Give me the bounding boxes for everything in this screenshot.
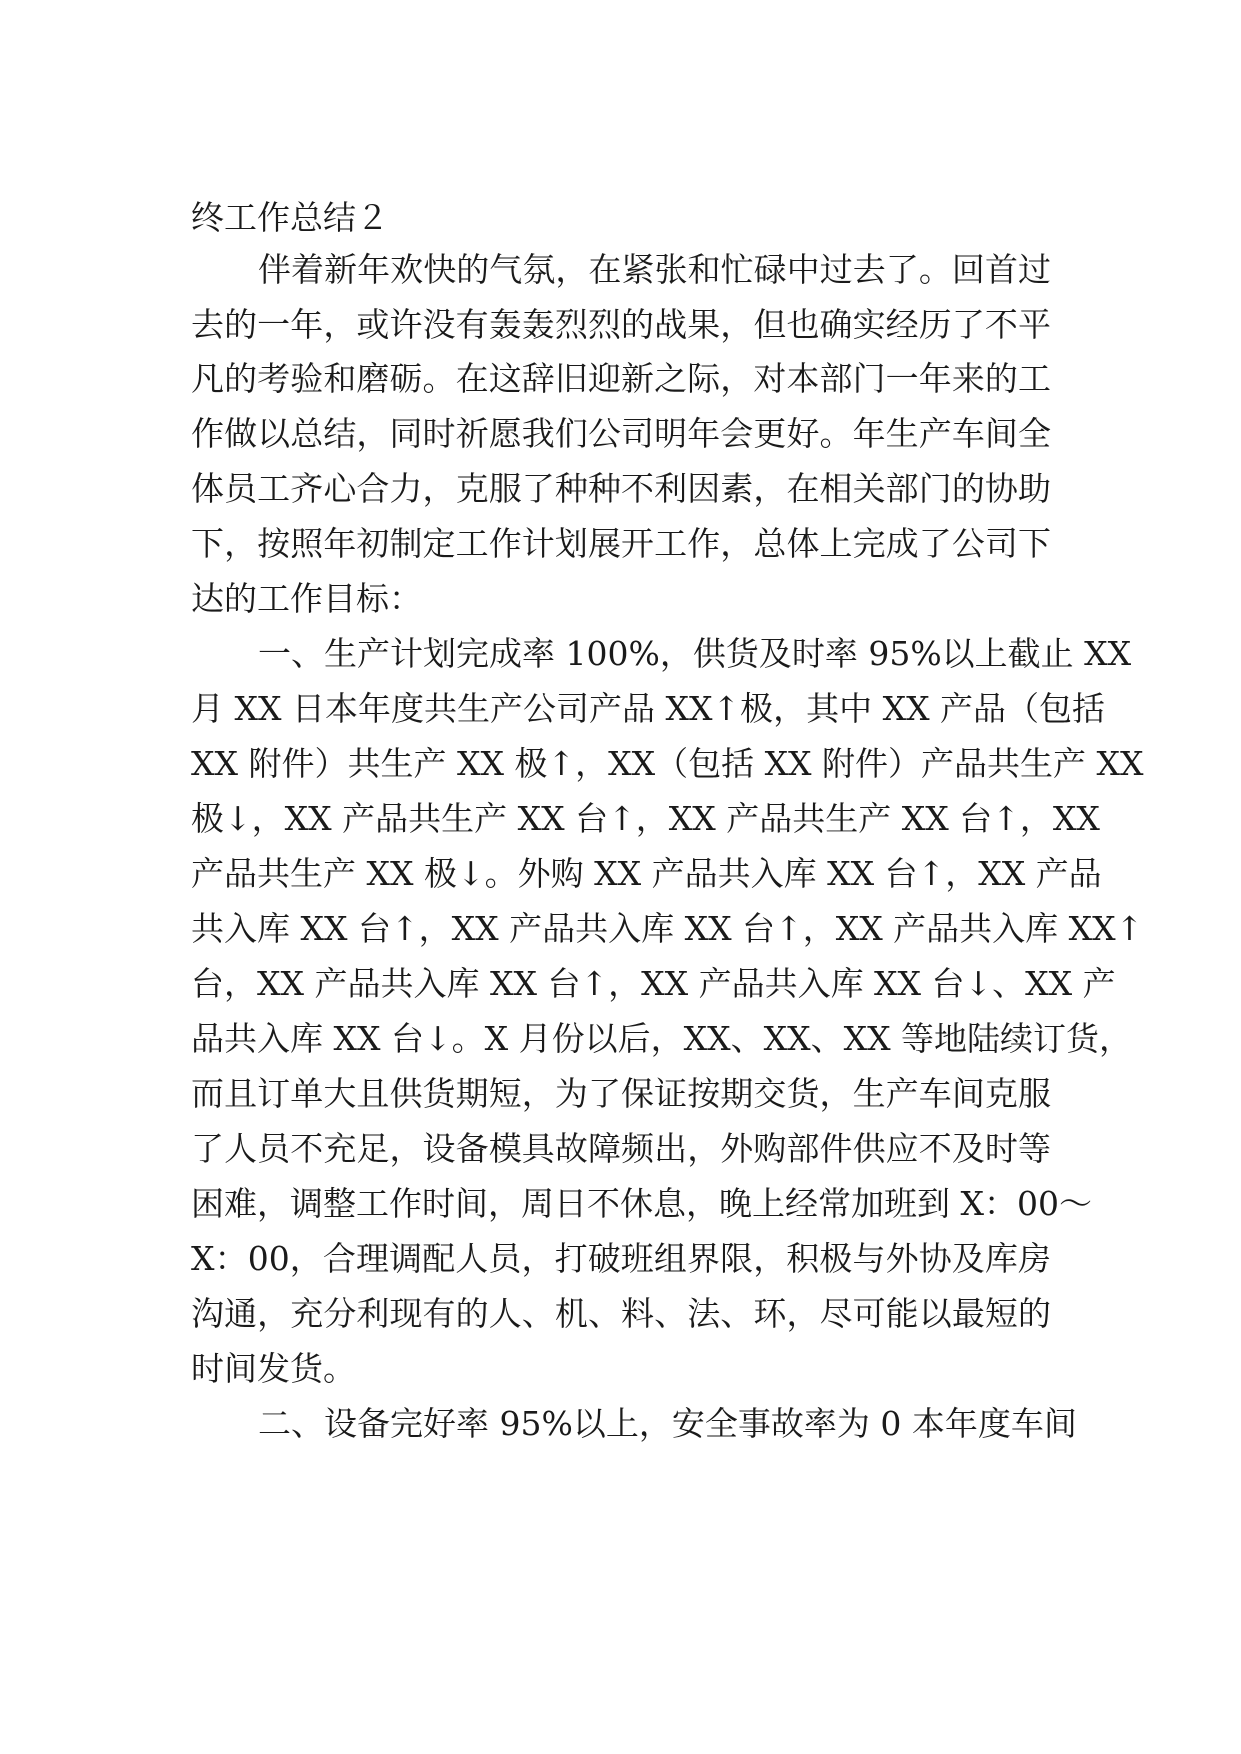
paragraph-line: 二、设备完好率 95%以上，安全事故率为 0 本年度车间 (258, 1404, 1077, 1443)
paragraph-line: X：00，合理调配人员，打破班组界限，积极与外协及库房 (191, 1239, 1051, 1278)
paragraph-line: 体员工齐心合力，克服了种种不利因素，在相关部门的协助 (191, 469, 1051, 508)
paragraph-line: 凡的考验和磨砺。在这辞旧迎新之际，对本部门一年来的工 (191, 359, 1051, 398)
paragraph-line: 时间发货。 (191, 1349, 356, 1388)
document-heading: 终工作总结２ (191, 198, 389, 237)
paragraph-line: 品共入库 XX 台↓。X 月份以后，XX、XX、XX 等地陆续订货， (191, 1019, 1133, 1058)
paragraph-line: 作做以总结，同时祈愿我们公司明年会更好。年生产车间全 (191, 414, 1051, 453)
paragraph-line: 一、生产计划完成率 100%，供货及时率 95%以上截止 XX (258, 634, 1132, 673)
paragraph-line: 产品共生产 XX 极↓。外购 XX 产品共入库 XX 台↑，XX 产品 (191, 854, 1102, 893)
paragraph-line: 下，按照年初制定工作计划展开工作，总体上完成了公司下 (191, 524, 1051, 563)
paragraph-line: 极↓，XX 产品共生产 XX 台↑，XX 产品共生产 XX 台↑，XX (191, 799, 1100, 838)
paragraph-line: 月 XX 日本年度共生产公司产品 XX↑极，其中 XX 产品（包括 (191, 689, 1106, 728)
paragraph-line: 而且订单大且供货期短，为了保证按期交货，生产车间克服 (191, 1074, 1051, 1113)
paragraph-line: 沟通，充分利现有的人、机、料、法、环，尽可能以最短的 (191, 1294, 1051, 1333)
paragraph-line: 台，XX 产品共入库 XX 台↑，XX 产品共入库 XX 台↓、XX 产 (191, 964, 1116, 1003)
paragraph-line: 去的一年，或许没有轰轰烈烈的战果，但也确实经历了不平 (191, 305, 1051, 344)
paragraph-line: 了人员不充足，设备模具故障频出，外购部件供应不及时等 (191, 1129, 1051, 1168)
paragraph-line: XX 附件）共生产 XX 极↑，XX（包括 XX 附件）产品共生产 XX (191, 744, 1144, 783)
paragraph-line: 困难，调整工作时间，周日不休息，晚上经常加班到 X：00～ (191, 1184, 1092, 1223)
paragraph-line: 共入库 XX 台↑，XX 产品共入库 XX 台↑，XX 产品共入库 XX↑ (191, 909, 1144, 948)
paragraph-line: 伴着新年欢快的气氛，在紧张和忙碌中过去了。回首过 (258, 250, 1051, 289)
paragraph-line: 达的工作目标： (191, 579, 422, 618)
